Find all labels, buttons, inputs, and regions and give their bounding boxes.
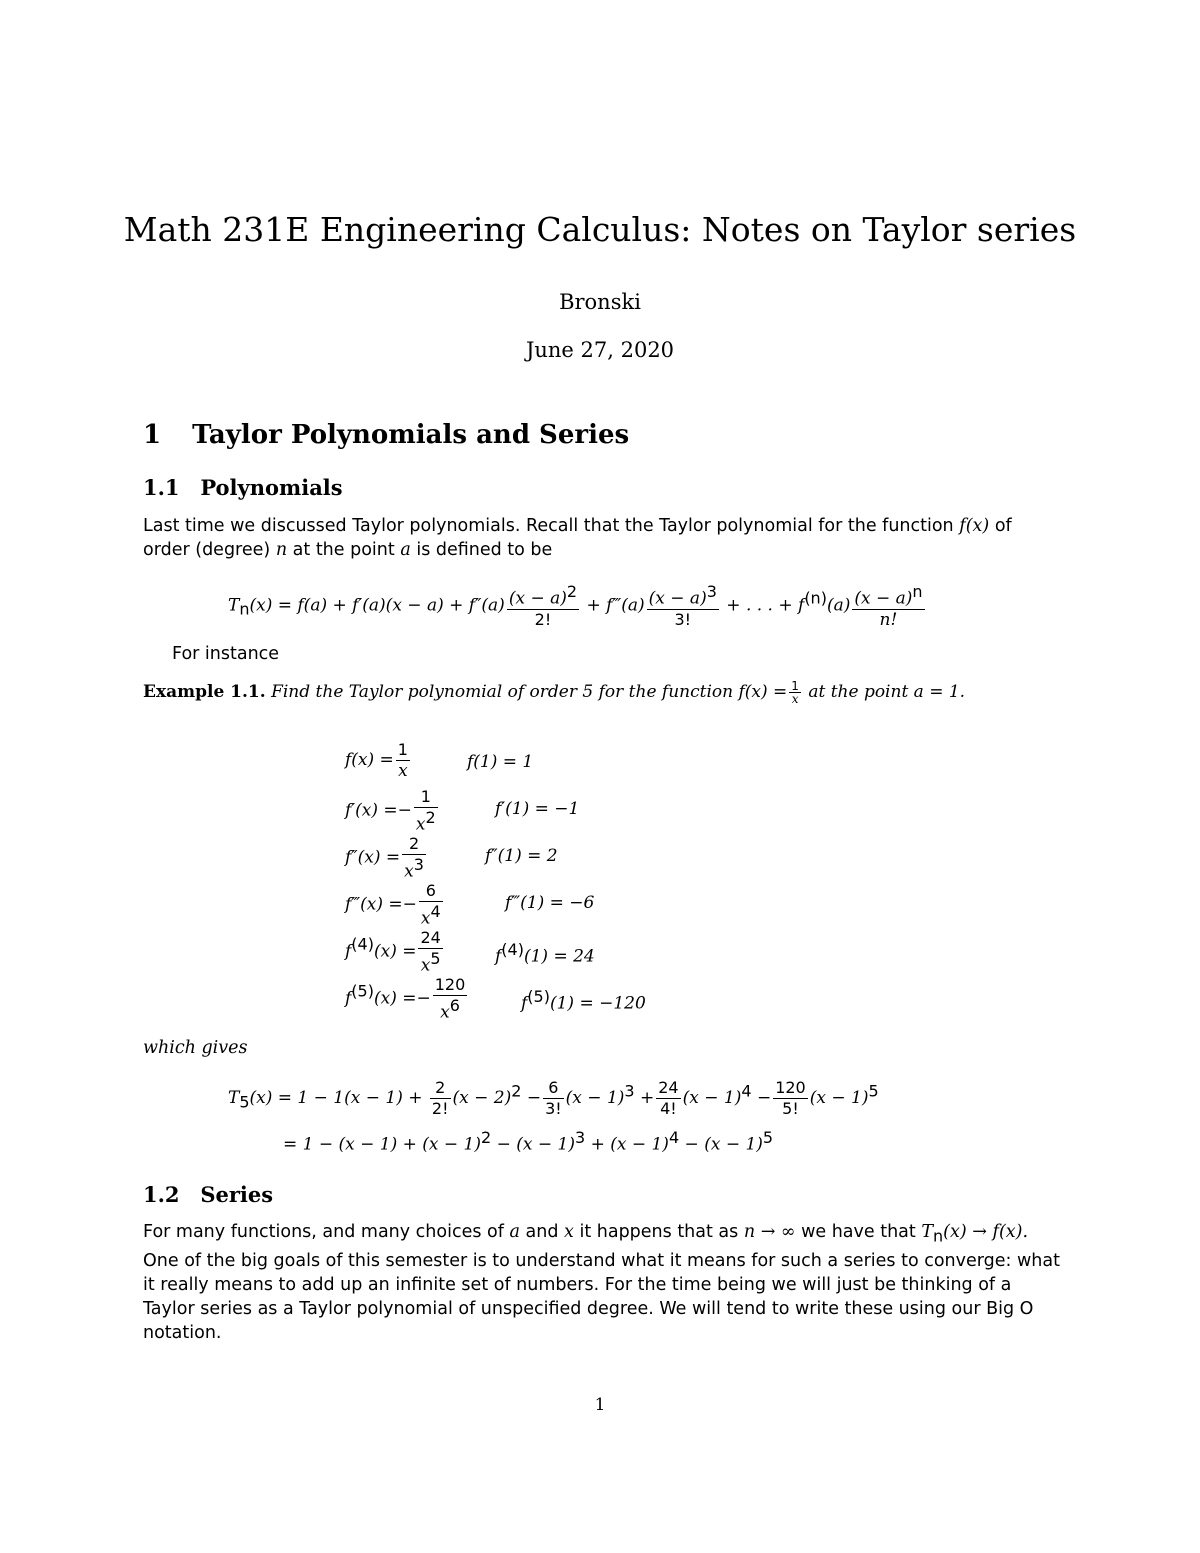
fraction [414,787,438,835]
fraction [433,975,468,1023]
math: 2 [481,1128,492,1147]
math: (x) = [373,941,417,962]
math: 2 [511,1081,522,1101]
math: 120 [775,1078,806,1097]
text: Last time we discussed Taylor polynomials. Recall that the Taylor polynomial for the function [143,516,954,536]
math: (1) = −120 [549,993,646,1014]
text: Find the Taylor polynomial of order 5 for the function [271,682,734,702]
math: (x − 2) [452,1088,512,1108]
math: − [756,1088,772,1108]
fraction [418,928,442,976]
fraction [789,680,801,705]
math: (4) [351,934,374,954]
math: f′(x) = [345,800,398,821]
math: − [397,800,412,821]
math: f‴(x) = [345,894,403,915]
section-title: Taylor Polynomials and Series [192,420,630,450]
math: (4) [501,940,524,959]
math: 1 [791,679,799,693]
math: n [275,540,288,560]
derivative-row [345,787,580,835]
math: 4 [668,1128,680,1147]
math: f(1) = 1 [467,752,534,772]
math: 2 [566,582,578,601]
date: June 27, 2020 [525,338,675,362]
math: = 1 − (x − 1) + (x − 1) [283,1134,482,1155]
fraction [656,1078,680,1119]
math: T [228,1088,240,1108]
math: (x − 1) [565,1088,625,1108]
math: (n) [804,588,827,608]
math: 6 [419,881,443,902]
math: 4! [660,1099,677,1118]
math: 2! [431,1099,449,1118]
math: (x − a) [508,588,567,609]
math: (x − a) [648,588,707,609]
math: 1 [414,787,438,808]
math: (x − a) [854,588,913,609]
math: 5! [782,1099,799,1118]
fraction [507,582,579,630]
math: − (x − 1) [679,1134,763,1155]
math: (5) [527,987,550,1006]
math: 6 [543,1078,564,1099]
subsection-number: 1.1 [143,475,180,500]
document-title: Math 231E Engineering Calculus: Notes on Taylor series [123,210,1077,249]
math: − [402,894,417,915]
math: 4 [741,1081,752,1101]
math: − [416,988,431,1009]
math: 1 [397,740,408,759]
derivative-row [345,834,558,882]
text: One of the big goals of this semester is to understand what it means for such a series to converge: what it really means to add up an infinite set of numbers. For the time being we will just be thinking of a Taylor series as a Taylor polynomial of unspecified degree. We will tend to write these using our Big O notation. [143,1250,1060,1343]
section-heading [143,420,629,450]
math: 5 [430,949,441,968]
math: (1) = 24 [523,946,595,967]
math: 3 [413,855,424,874]
text: at the point [292,540,395,560]
which-gives: which gives [143,1038,248,1058]
math: f(x) [959,516,990,536]
math: 3! [674,609,692,629]
subsection-heading [143,475,343,500]
author: Bronski [559,290,641,314]
math: f‴(1) = −6 [505,893,595,913]
math: (x) = 1 − 1(x − 1) + [249,1088,423,1108]
math: − [526,1088,542,1108]
derivative-row [345,740,534,781]
math: 2 [425,808,436,827]
math: n [239,599,250,619]
subsection-number: 1.2 [143,1182,180,1207]
math: f [521,993,528,1014]
page-number: 1 [594,1395,606,1415]
math: a [400,540,411,560]
math: 4 [430,902,441,921]
math: 24 [658,1078,679,1097]
math: 120 [434,975,466,994]
math: 3! [545,1099,562,1118]
math: + [640,1088,655,1108]
math: (5) [351,981,374,1001]
subsection-title: Polynomials [200,475,343,500]
math: x [420,908,431,929]
math: T [228,595,240,616]
subsection-title: Series [200,1182,274,1207]
fraction [773,1078,808,1119]
math: f(x) = [345,750,394,770]
math: 3 [574,1128,586,1147]
math: − (x − 1) [491,1134,575,1155]
fraction [430,1078,451,1119]
section-number: 1 [143,420,162,450]
math: f′(1) = −1 [495,799,580,819]
math: f″(x) = [345,847,401,868]
text: we have that [801,1222,916,1242]
derivative-row [345,975,646,1023]
math: n! [879,609,898,630]
math: T [921,1222,934,1242]
math: x [440,1002,450,1023]
math: 6 [449,996,460,1015]
paragraph-intro [143,514,1063,562]
math: f(x) = [738,682,788,702]
math: x [420,955,431,976]
subsection-heading [143,1182,273,1207]
derivative-row [345,881,595,929]
math: (x) = f(a) + f′(a)(x − a) + f″(a) [249,595,505,616]
math: x [564,1222,574,1242]
math: x [404,861,414,882]
math: (x) = [373,988,417,1009]
math: x [791,692,799,706]
math: (a) [826,595,851,616]
math: 5 [868,1081,879,1101]
taylor-formula [228,582,927,630]
text: For many functions, and many choices of [143,1222,504,1242]
paragraph-series [143,1220,1063,1345]
math: f [495,946,502,967]
t5-expansion-line1 [228,1078,879,1119]
text: is defined to be [416,540,553,560]
fraction [647,582,719,630]
fraction [396,740,410,781]
example-statement [143,680,965,705]
text: it happens that as [579,1222,739,1242]
math: + f‴(a) [586,595,645,616]
math: f [345,988,352,1009]
text: of order [143,516,1012,560]
math: 5 [762,1128,774,1147]
for-instance: For instance [172,644,280,664]
t5-expansion-line2 [283,1128,773,1155]
math: f″(1) = 2 [485,846,558,866]
math: 3 [706,582,717,601]
math: + (x − 1) [585,1134,669,1155]
text: and [525,1222,559,1242]
text: (degree) [195,540,271,560]
math: 3 [624,1081,635,1101]
example-label: Example 1.1. [143,682,266,702]
math: (x − 1) [682,1088,742,1108]
math: 2! [534,609,552,629]
math: n → ∞ [743,1222,796,1242]
math: (x) → f(x). [943,1222,1029,1242]
math: a [509,1222,520,1242]
math: n [912,582,923,601]
math: x [398,761,408,781]
math: 2 [402,834,426,855]
math: f [345,941,352,962]
fraction [402,834,426,882]
fraction [543,1078,564,1119]
math: 2 [430,1078,451,1099]
math: 24 [420,928,441,947]
derivative-row [345,928,595,976]
math: (x − 1) [809,1088,869,1108]
fraction [852,582,924,630]
math: n [933,1226,944,1246]
math: 5 [239,1092,250,1112]
math: x [415,814,426,835]
fraction [419,881,443,929]
math: + . . . + f [726,595,805,616]
text: at the point a = 1. [808,682,966,702]
